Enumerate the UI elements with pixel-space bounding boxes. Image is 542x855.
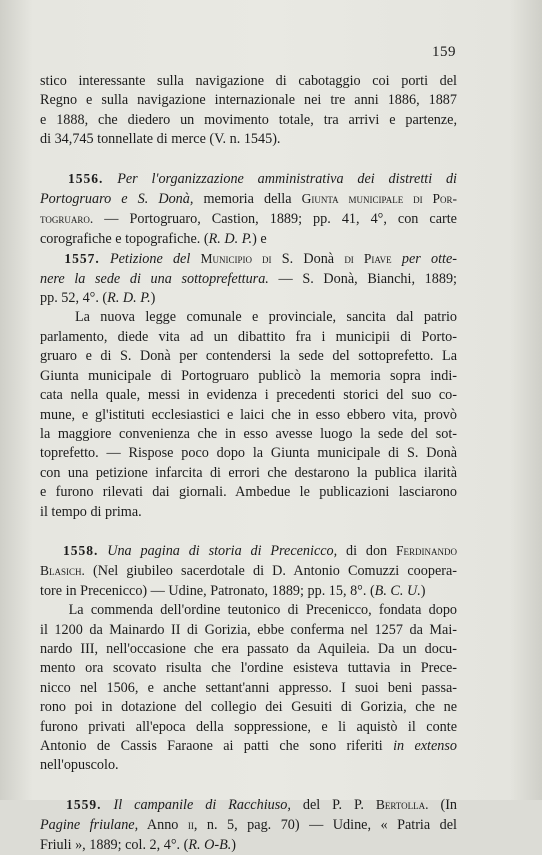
- text-line: di 34,745 tonnellate di merce (V. n. 1545).: [40, 131, 281, 148]
- entry-text: tore in Precenicco) — Udine, Patronato, 1889; pp. 15, 8°. (: [40, 582, 375, 599]
- carryover-paragraph: [40, 72, 457, 150]
- entry-number: 1559.: [66, 796, 102, 812]
- library-ref: R. D. P.: [107, 290, 151, 307]
- text-line: gruaro e di S. Donà per contendersi la sede del sottoprefetto. La: [40, 348, 457, 365]
- entry-number: 1558.: [63, 542, 99, 558]
- entry-title: nere la sede di una sottoprefettura.: [40, 270, 269, 287]
- entry-line: [40, 541, 457, 561]
- text-fragment: Antonio de Cassis Faraone ai patti che sono riferiti: [40, 738, 394, 754]
- text-line: rono poi in dotazione del collegio dei Gesuiti di Gorizia, che ne: [40, 699, 457, 716]
- text-fragment: La nuova legge comunale e provinciale, sancita dal patrio: [74, 309, 457, 326]
- volume-number: ii: [187, 817, 194, 833]
- text-line: nicco nel 1506, e anche settant'anni appresso. I suoi beni passa-: [40, 679, 457, 696]
- entry-title: Per l'organizzazione amministrativa dei distretti di: [117, 170, 457, 187]
- entry-1558-description: [40, 601, 457, 776]
- entry-title: Portogruaro e S. Donà,: [40, 191, 194, 208]
- entry-line: [40, 249, 457, 269]
- entry-1556: [40, 169, 457, 250]
- entry-text: ): [231, 836, 237, 853]
- entry-author: Blasich.: [40, 563, 85, 579]
- entry-text: ): [420, 582, 426, 599]
- entry-line: [40, 561, 457, 581]
- text-line: e 1888, che diedero un movimento totale, tra arrivi e partenze,: [40, 111, 457, 128]
- entry-text: ): [150, 290, 156, 307]
- text-line: [40, 737, 457, 756]
- text-line: furono privati all'epoca della soppressione, e li aquistò il conte: [40, 718, 457, 735]
- entry-line: [40, 815, 457, 835]
- journal-title: Pagine friulane,: [40, 817, 139, 834]
- text-line: il 1200 da Mainardo II di Gorizia, ebbe conferma nel 1257 da Mai-: [40, 621, 457, 638]
- text-line: mento ora scovato risulta che l'ordine esisteva tuttavia in Prece-: [40, 660, 457, 677]
- text-line: toprefetto. — Rispose poco dopo la Giunta municipale di S. Donà: [40, 445, 457, 462]
- text-line: con una petizione infarcita di errori che destarono la publica ilarità: [40, 464, 457, 481]
- text-line: nardo III, nell'occasione che era passato da Aquileia. Da un docu-: [40, 640, 457, 657]
- entry-text: (In: [428, 796, 458, 813]
- entry-1558: [40, 541, 457, 601]
- entry-author: Ferdinando: [395, 542, 457, 558]
- library-ref: R. O-B.: [188, 836, 232, 853]
- entry-1559: [40, 795, 457, 855]
- latin-phrase: in extenso: [393, 738, 457, 754]
- entry-title: per otte-: [391, 251, 457, 268]
- page-number: 159: [432, 44, 456, 60]
- entry-number: 1557.: [64, 251, 100, 267]
- text-line: il tempo di prima.: [40, 503, 142, 520]
- entry-author: Giunta municipale di Por-: [301, 191, 457, 207]
- entry-title: Il campanile di Racchiuso,: [113, 796, 291, 813]
- entry-text: , n. 5, pag. 70) — Udine, « Patria del: [193, 817, 457, 834]
- entry-line: [40, 189, 457, 209]
- text-line: nell'opuscolo.: [40, 757, 119, 774]
- entry-line: [40, 230, 457, 249]
- entry-text: (Nel giubileo sacerdotale di D. Antonio Comuzzi coopera-: [84, 563, 457, 580]
- entry-text: S. Donà: [271, 251, 345, 268]
- entry-number: 1556.: [68, 170, 104, 186]
- entry-1557: [40, 249, 457, 308]
- text-line: stico interessante sulla navigazione di cabotaggio coi porti del: [40, 73, 457, 89]
- entry-text: di don: [337, 542, 396, 559]
- entry-line: [40, 582, 457, 601]
- page-body: [40, 72, 457, 855]
- entry-author: di Piave: [344, 251, 392, 267]
- text-line: cata nella quale, messi in evidenza i precedenti storici del suo co-: [40, 387, 457, 404]
- entry-text: del P. P.: [290, 796, 376, 813]
- entry-line: [40, 209, 457, 229]
- entry-title: Una pagina di storia di Precenicco,: [107, 542, 338, 559]
- library-ref: R. D. P.: [208, 230, 253, 247]
- entry-text: memoria della: [193, 191, 302, 208]
- entry-text: ) e: [252, 230, 267, 247]
- text-line: Giunta municipale di Portogruaro publicò la memoria sopra indi-: [40, 367, 457, 384]
- text-line: la maggiore convenienza che in esso avesse luogo la sede del sot-: [40, 425, 457, 442]
- entry-text: Anno: [138, 817, 188, 834]
- entry-line: [40, 289, 457, 308]
- text-line: [40, 601, 457, 620]
- entry-text: corografiche e topografiche. (: [40, 230, 209, 247]
- entry-line: [40, 270, 457, 289]
- library-ref: B. C. U.: [374, 582, 421, 599]
- entry-author: Bertolla.: [375, 796, 429, 812]
- entry-text: Friuli », 1889; col. 2, 4°. (: [40, 836, 189, 853]
- text-line: e furono rilevati dai giornali. Ambedue le publicazioni lasciarono: [40, 484, 457, 501]
- entry-title: Petizione del: [109, 251, 191, 268]
- entry-text: pp. 52, 4°. (: [40, 290, 108, 307]
- entry-line: [40, 169, 457, 189]
- entry-author: Municipio di: [200, 251, 272, 267]
- text-line: Regno e sulla navigazione internazionale nei tre anni 1886, 1887: [40, 92, 457, 109]
- text-line: mune, e gl'istituti ecclesiastici e laici che in esso ebbero vita, provò: [40, 406, 457, 423]
- text-fragment: La commenda dell'ordine teutonico di Precenicco, fondata dopo: [68, 602, 458, 619]
- entry-line: [40, 836, 457, 855]
- entry-1557-description: [40, 308, 457, 521]
- entry-text: — S. Donà, Bianchi, 1889;: [268, 270, 457, 287]
- text-line: parlamento, diede vita ad un dibattito fra i municipii di Porto-: [40, 328, 457, 345]
- entry-line: [40, 795, 457, 815]
- entry-text: — Portogruaro, Castion, 1889; pp. 41, 4°, con carte: [93, 211, 457, 228]
- entry-author: togruaro.: [40, 211, 94, 227]
- text-line: [40, 308, 457, 327]
